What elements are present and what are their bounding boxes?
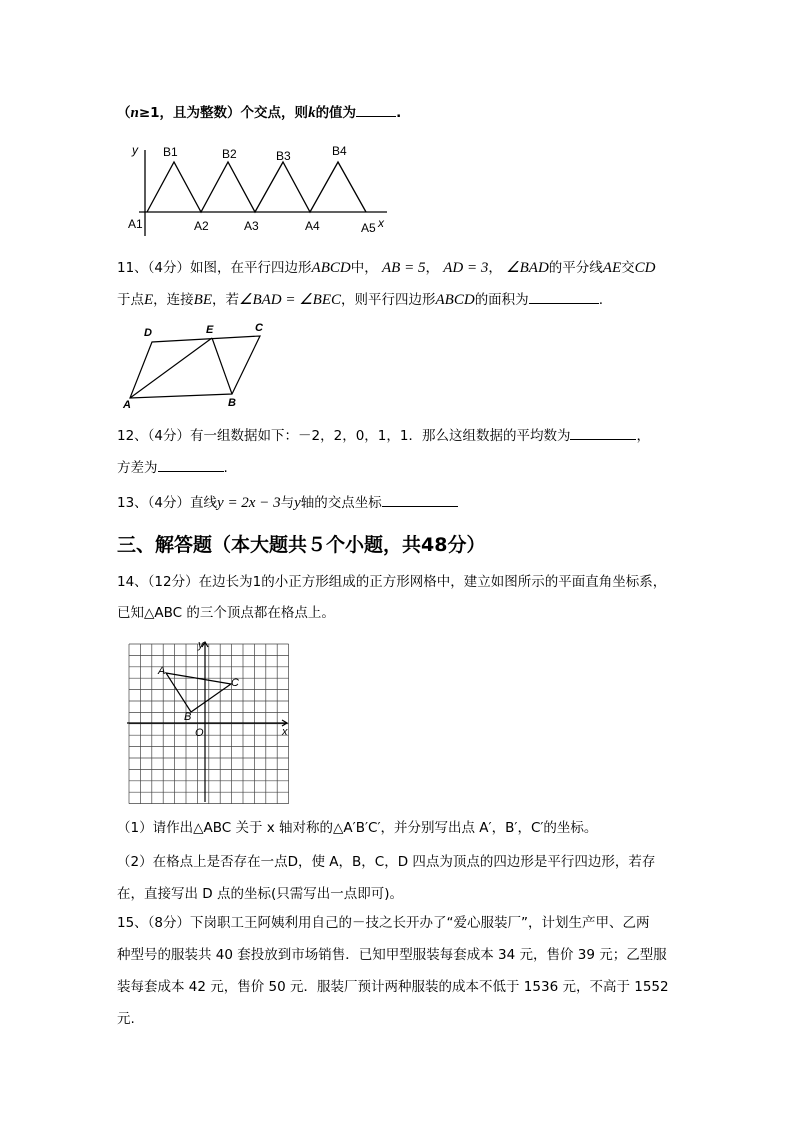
q13-line: 13、（4分）直线y = 2x − 3与y轴的交点坐标 bbox=[117, 492, 458, 513]
answer-blank[interactable] bbox=[382, 492, 458, 507]
q12-line1: 12、（4分）有一组数据如下：－2，2，0，1，1．那么这组数据的平均数为 ， bbox=[117, 425, 650, 446]
label-b1: B1 bbox=[163, 145, 178, 159]
q15-line3: 装每套成本 42 元，售价 50 元．服装厂预计两种服装的成本不低于 1536 元，不高于 1552 bbox=[117, 979, 669, 995]
answer-blank[interactable] bbox=[356, 102, 396, 117]
q12-line2: 方差为 . bbox=[117, 457, 228, 478]
label-a4: A4 bbox=[305, 219, 320, 233]
parallelogram-figure bbox=[120, 318, 280, 410]
q15-line1: 15、（8分）下岗职工王阿姨利用自己的－技之长开办了“爱心服装厂”，计划生产甲、乙两 bbox=[117, 915, 650, 931]
section-heading: 三、解答题（本大题共５个小题，共48分） bbox=[117, 534, 486, 556]
q14-part1: （1）请作出△ABC 关于 x 轴对称的△A′B′C′，并分别写出点 A′，B′，C′的坐标。 bbox=[117, 820, 598, 836]
label-a3: A3 bbox=[244, 219, 259, 233]
label-c: C bbox=[231, 677, 239, 689]
q10-tail: （n≥1，且为整数）个交点，则k的值为 . bbox=[117, 102, 401, 123]
q14-line1: 14、（12分）在边长为1的小正方形组成的正方形网格中，建立如图所示的平面直角坐标系， bbox=[117, 574, 667, 590]
label-a1: A1 bbox=[128, 217, 143, 231]
label-b4: B4 bbox=[332, 144, 347, 158]
label-d: D bbox=[144, 327, 152, 339]
label-e: E bbox=[206, 324, 214, 336]
label-a: A bbox=[123, 399, 131, 410]
x-axis-label: x bbox=[378, 216, 384, 230]
coordinate-grid-figure bbox=[125, 640, 295, 805]
label-origin: O bbox=[195, 727, 204, 739]
label-b3: B3 bbox=[276, 149, 291, 163]
q11-line2: 于点E，连接BE，若∠BAD = ∠BEC，则平行四边形ABCD的面积为 . bbox=[117, 289, 603, 310]
label-a5: A5 bbox=[361, 221, 376, 235]
q15-line4: 元. bbox=[117, 1011, 135, 1027]
label-b: B bbox=[228, 397, 236, 409]
answer-blank[interactable] bbox=[529, 289, 599, 304]
label-c: C bbox=[255, 322, 263, 334]
q14-part2-line1: （2）在格点上是否存在一点D，使 A，B，C，D 四点为顶点的四边形是平行四边形，若存 bbox=[117, 854, 656, 870]
y-axis-label: y bbox=[132, 143, 138, 157]
answer-blank-variance[interactable] bbox=[158, 457, 224, 472]
label-a2: A2 bbox=[194, 219, 209, 233]
label-y-axis: y bbox=[198, 640, 204, 651]
q14-part2-line2: 在，直接写出 D 点的坐标(只需写出一点即可)。 bbox=[117, 886, 404, 902]
label-a: A bbox=[158, 665, 166, 677]
q14-line2: 已知△ABC 的三个顶点都在格点上。 bbox=[117, 605, 335, 621]
q11-line1: 11、（4分）如图，在平行四边形ABCD中， AB = 5， AD = 3， ∠BAD的平分线AE交CD bbox=[117, 260, 656, 276]
answer-blank-mean[interactable] bbox=[570, 425, 636, 440]
label-b2: B2 bbox=[222, 147, 237, 161]
label-x-axis: x bbox=[282, 726, 288, 738]
q15-line2: 种型号的服装共 40 套投放到市场销售．已知甲型服装每套成本 34 元，售价 39 元；乙型服 bbox=[117, 947, 667, 963]
label-b: B bbox=[184, 711, 192, 723]
zigzag-figure bbox=[125, 140, 395, 240]
